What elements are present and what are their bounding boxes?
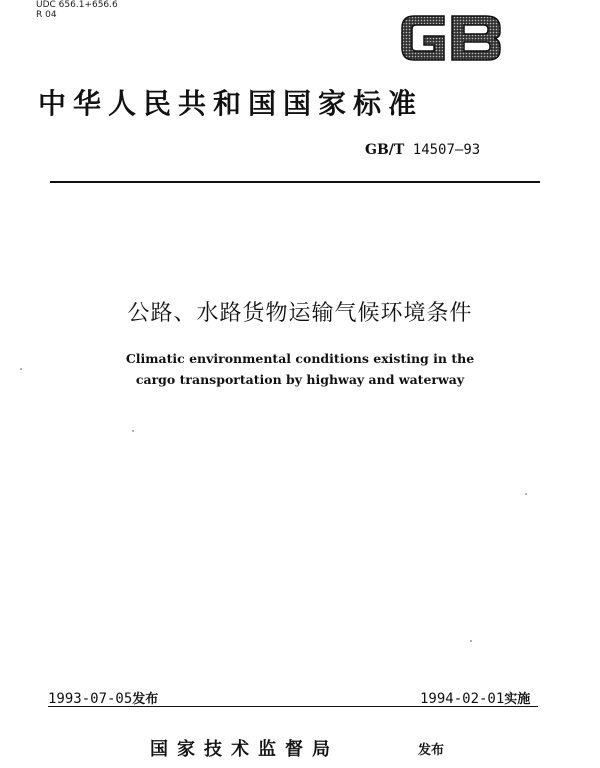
scan-speck	[132, 430, 134, 432]
country-standard-heading: 中华人民共和国国家标准	[38, 87, 424, 120]
udc-code: UDC 656.1+656.6	[36, 0, 118, 10]
scan-speck	[20, 368, 22, 370]
issuing-authority-suffix: 发布	[418, 743, 445, 758]
title-english-line-1: Climatic environmental conditions existing in the	[125, 351, 475, 366]
title-chinese: 公路、水路货物运输气候环境条件	[127, 301, 473, 326]
title-english	[0, 348, 600, 390]
header-divider	[50, 181, 540, 183]
standard-prefix: GB/T	[365, 142, 405, 158]
issue-label: 发布	[132, 692, 159, 707]
issuing-authority: 国家技术监督局	[150, 739, 339, 760]
gb-logo-icon	[396, 10, 506, 66]
issue-date	[48, 688, 158, 707]
effective-date-value: 1994-02-01	[420, 691, 505, 707]
udc-classification	[36, 0, 118, 20]
standard-number	[365, 142, 480, 158]
title-english-line-2: cargo transportation by highway and waterway	[135, 372, 465, 387]
category-code: R 04	[36, 10, 57, 20]
scan-speck	[525, 493, 527, 495]
issue-date-value: 1993-07-05	[48, 691, 133, 707]
scan-speck	[470, 640, 472, 642]
effective-date	[420, 688, 530, 707]
footer-divider	[48, 706, 538, 707]
effective-label: 实施	[504, 692, 531, 707]
standard-code: 14507—93	[412, 142, 481, 158]
